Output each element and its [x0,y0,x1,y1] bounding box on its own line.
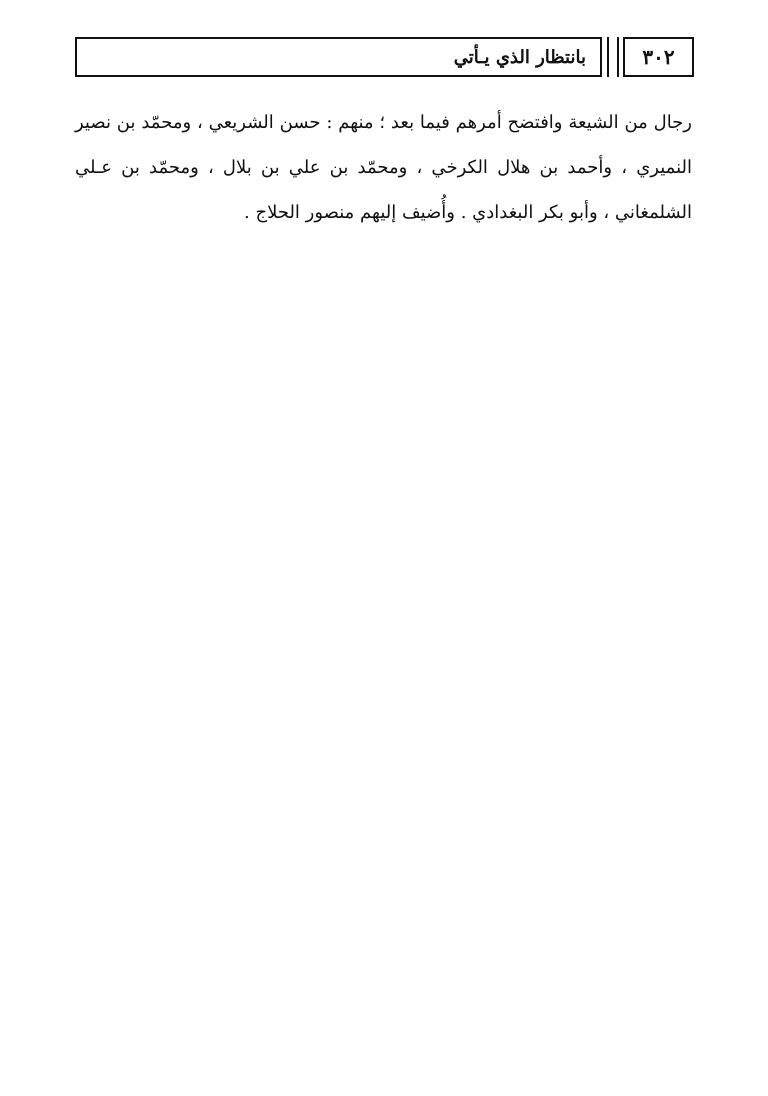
body-paragraph [75,100,692,235]
page-header [75,37,694,81]
page-number: ٣٠٢ [623,37,694,77]
body-line-3: الشلمغاني ، وأبو بكر البغدادي . وأُضيف إليهم منصور الحلاج . [244,202,692,223]
running-title: بانتظار الذي يـأتي [75,37,602,77]
divider-bar-left [607,37,609,77]
divider-bar-right [617,37,619,77]
header-divider-bars [603,37,623,77]
body-line-1: رجال من الشيعة وافتضح أمرهم فيما بعد ؛ منهم : حسن الشريعي ، ومحمّد بن نصير [75,112,692,133]
body-line-2: النميري ، وأحمد بن هلال الكرخي ، ومحمّد بن علي بن بلال ، ومحمّد بن عـلي [75,157,692,178]
